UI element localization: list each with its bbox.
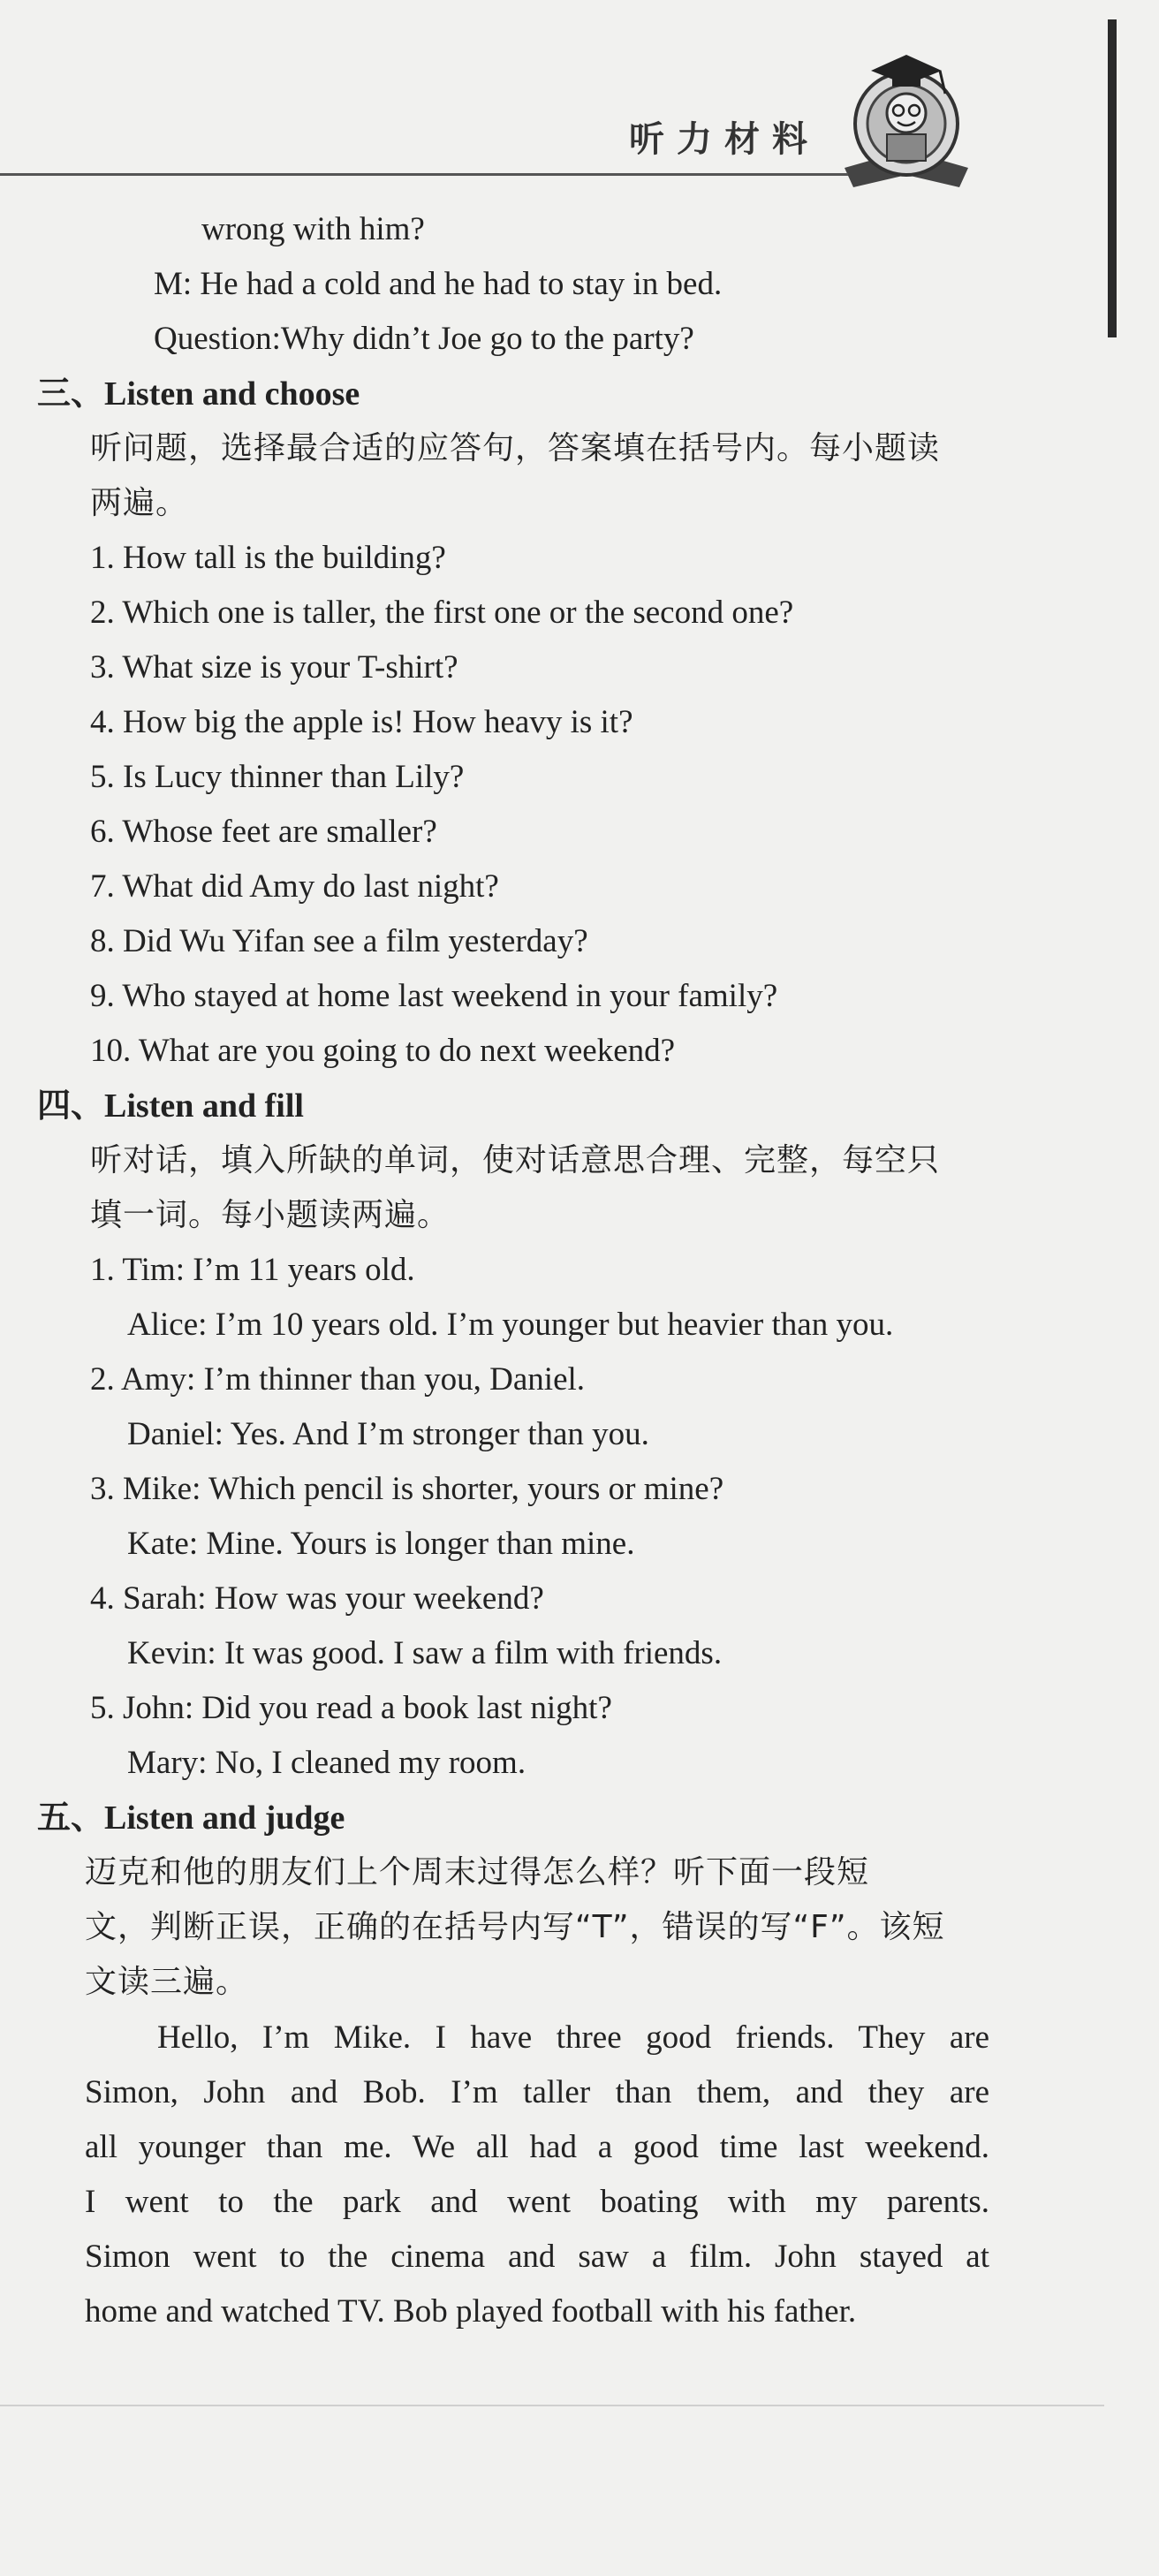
passage-line: Hello, I’m Mike. I have three good friends. They are bbox=[157, 2019, 989, 2056]
section-instruction: 听问题，选择最合适的应答句，答案填在括号内。每小题读 bbox=[90, 430, 941, 466]
list-item: 6. Whose feet are smaller? bbox=[90, 814, 437, 850]
section-instruction: 迈克和他的朋友们上个周末过得怎么样？听下面一段短 bbox=[85, 1854, 870, 1890]
list-item: 5. Is Lucy thinner than Lily? bbox=[90, 759, 465, 795]
list-item: 4. How big the apple is! How heavy is it? bbox=[90, 704, 633, 740]
section-instruction: 文，判断正误，正确的在括号内写“T”，错误的写“F”。该短 bbox=[85, 1909, 945, 1945]
page-edge bbox=[1108, 19, 1117, 337]
text-line: M: He had a cold and he had to stay in bed. bbox=[154, 266, 723, 302]
dialogue-line: 1. Tim: I’m 11 years old. bbox=[90, 1252, 415, 1288]
passage-line: Simon, John and Bob. I’m taller than them, and they are bbox=[85, 2074, 989, 2110]
list-item: 7. What did Amy do last night? bbox=[90, 868, 499, 905]
scholar-mascot-icon bbox=[836, 35, 977, 194]
section-instruction: 听对话，填入所缺的单词，使对话意思合理、完整，每空只 bbox=[90, 1142, 941, 1178]
dialogue-line: Kate: Mine. Yours is longer than mine. bbox=[127, 1526, 635, 1562]
dialogue-line: Daniel: Yes. And I’m stronger than you. bbox=[127, 1416, 649, 1452]
text-line: Question:Why didn’t Joe go to the party? bbox=[154, 321, 694, 357]
section-instruction: 填一词。每小题读两遍。 bbox=[90, 1197, 451, 1233]
passage-line: home and watched TV. Bob played football with his father. bbox=[85, 2293, 857, 2330]
dialogue-line: Alice: I’m 10 years old. I’m younger but heavier than you. bbox=[127, 1307, 894, 1343]
dialogue-line: Mary: No, I cleaned my room. bbox=[127, 1745, 526, 1781]
section-instruction: 文读三遍。 bbox=[85, 1964, 249, 2000]
section-heading: 四、Listen and fill bbox=[37, 1087, 304, 1125]
list-item: 10. What are you going to do next weekend? bbox=[90, 1033, 676, 1069]
dialogue-line: 4. Sarah: How was your weekend? bbox=[90, 1580, 544, 1617]
footer-divider bbox=[0, 2405, 1104, 2406]
passage-line: I went to the park and went boating with my parents. bbox=[85, 2184, 989, 2220]
section-instruction: 两遍。 bbox=[90, 485, 189, 521]
list-item: 2. Which one is taller, the first one or the second one? bbox=[90, 595, 794, 631]
text-line: wrong with him? bbox=[201, 211, 425, 247]
dialogue-line: Kevin: It was good. I saw a film with friends. bbox=[127, 1635, 723, 1671]
dialogue-line: 5. John: Did you read a book last night? bbox=[90, 1690, 612, 1726]
list-item: 1. How tall is the building? bbox=[90, 540, 446, 576]
section-heading: 三、Listen and choose bbox=[37, 375, 360, 413]
passage bbox=[85, 2011, 989, 2339]
header-divider bbox=[0, 173, 848, 176]
list-item: 3. What size is your T-shirt? bbox=[90, 649, 458, 686]
passage-line: Simon went to the cinema and saw a film. John stayed at bbox=[85, 2239, 989, 2275]
list-item: 9. Who stayed at home last weekend in your family? bbox=[90, 978, 778, 1014]
passage-line: all younger than me. We all had a good time last weekend. bbox=[85, 2129, 989, 2165]
dialogue-line: 3. Mike: Which pencil is shorter, yours or mine? bbox=[90, 1471, 724, 1507]
dialogue-line: 2. Amy: I’m thinner than you, Daniel. bbox=[90, 1361, 586, 1398]
page-header-title: 听力材料 bbox=[629, 119, 820, 160]
section-heading: 五、Listen and judge bbox=[37, 1799, 345, 1837]
list-item: 8. Did Wu Yifan see a film yesterday? bbox=[90, 923, 588, 959]
